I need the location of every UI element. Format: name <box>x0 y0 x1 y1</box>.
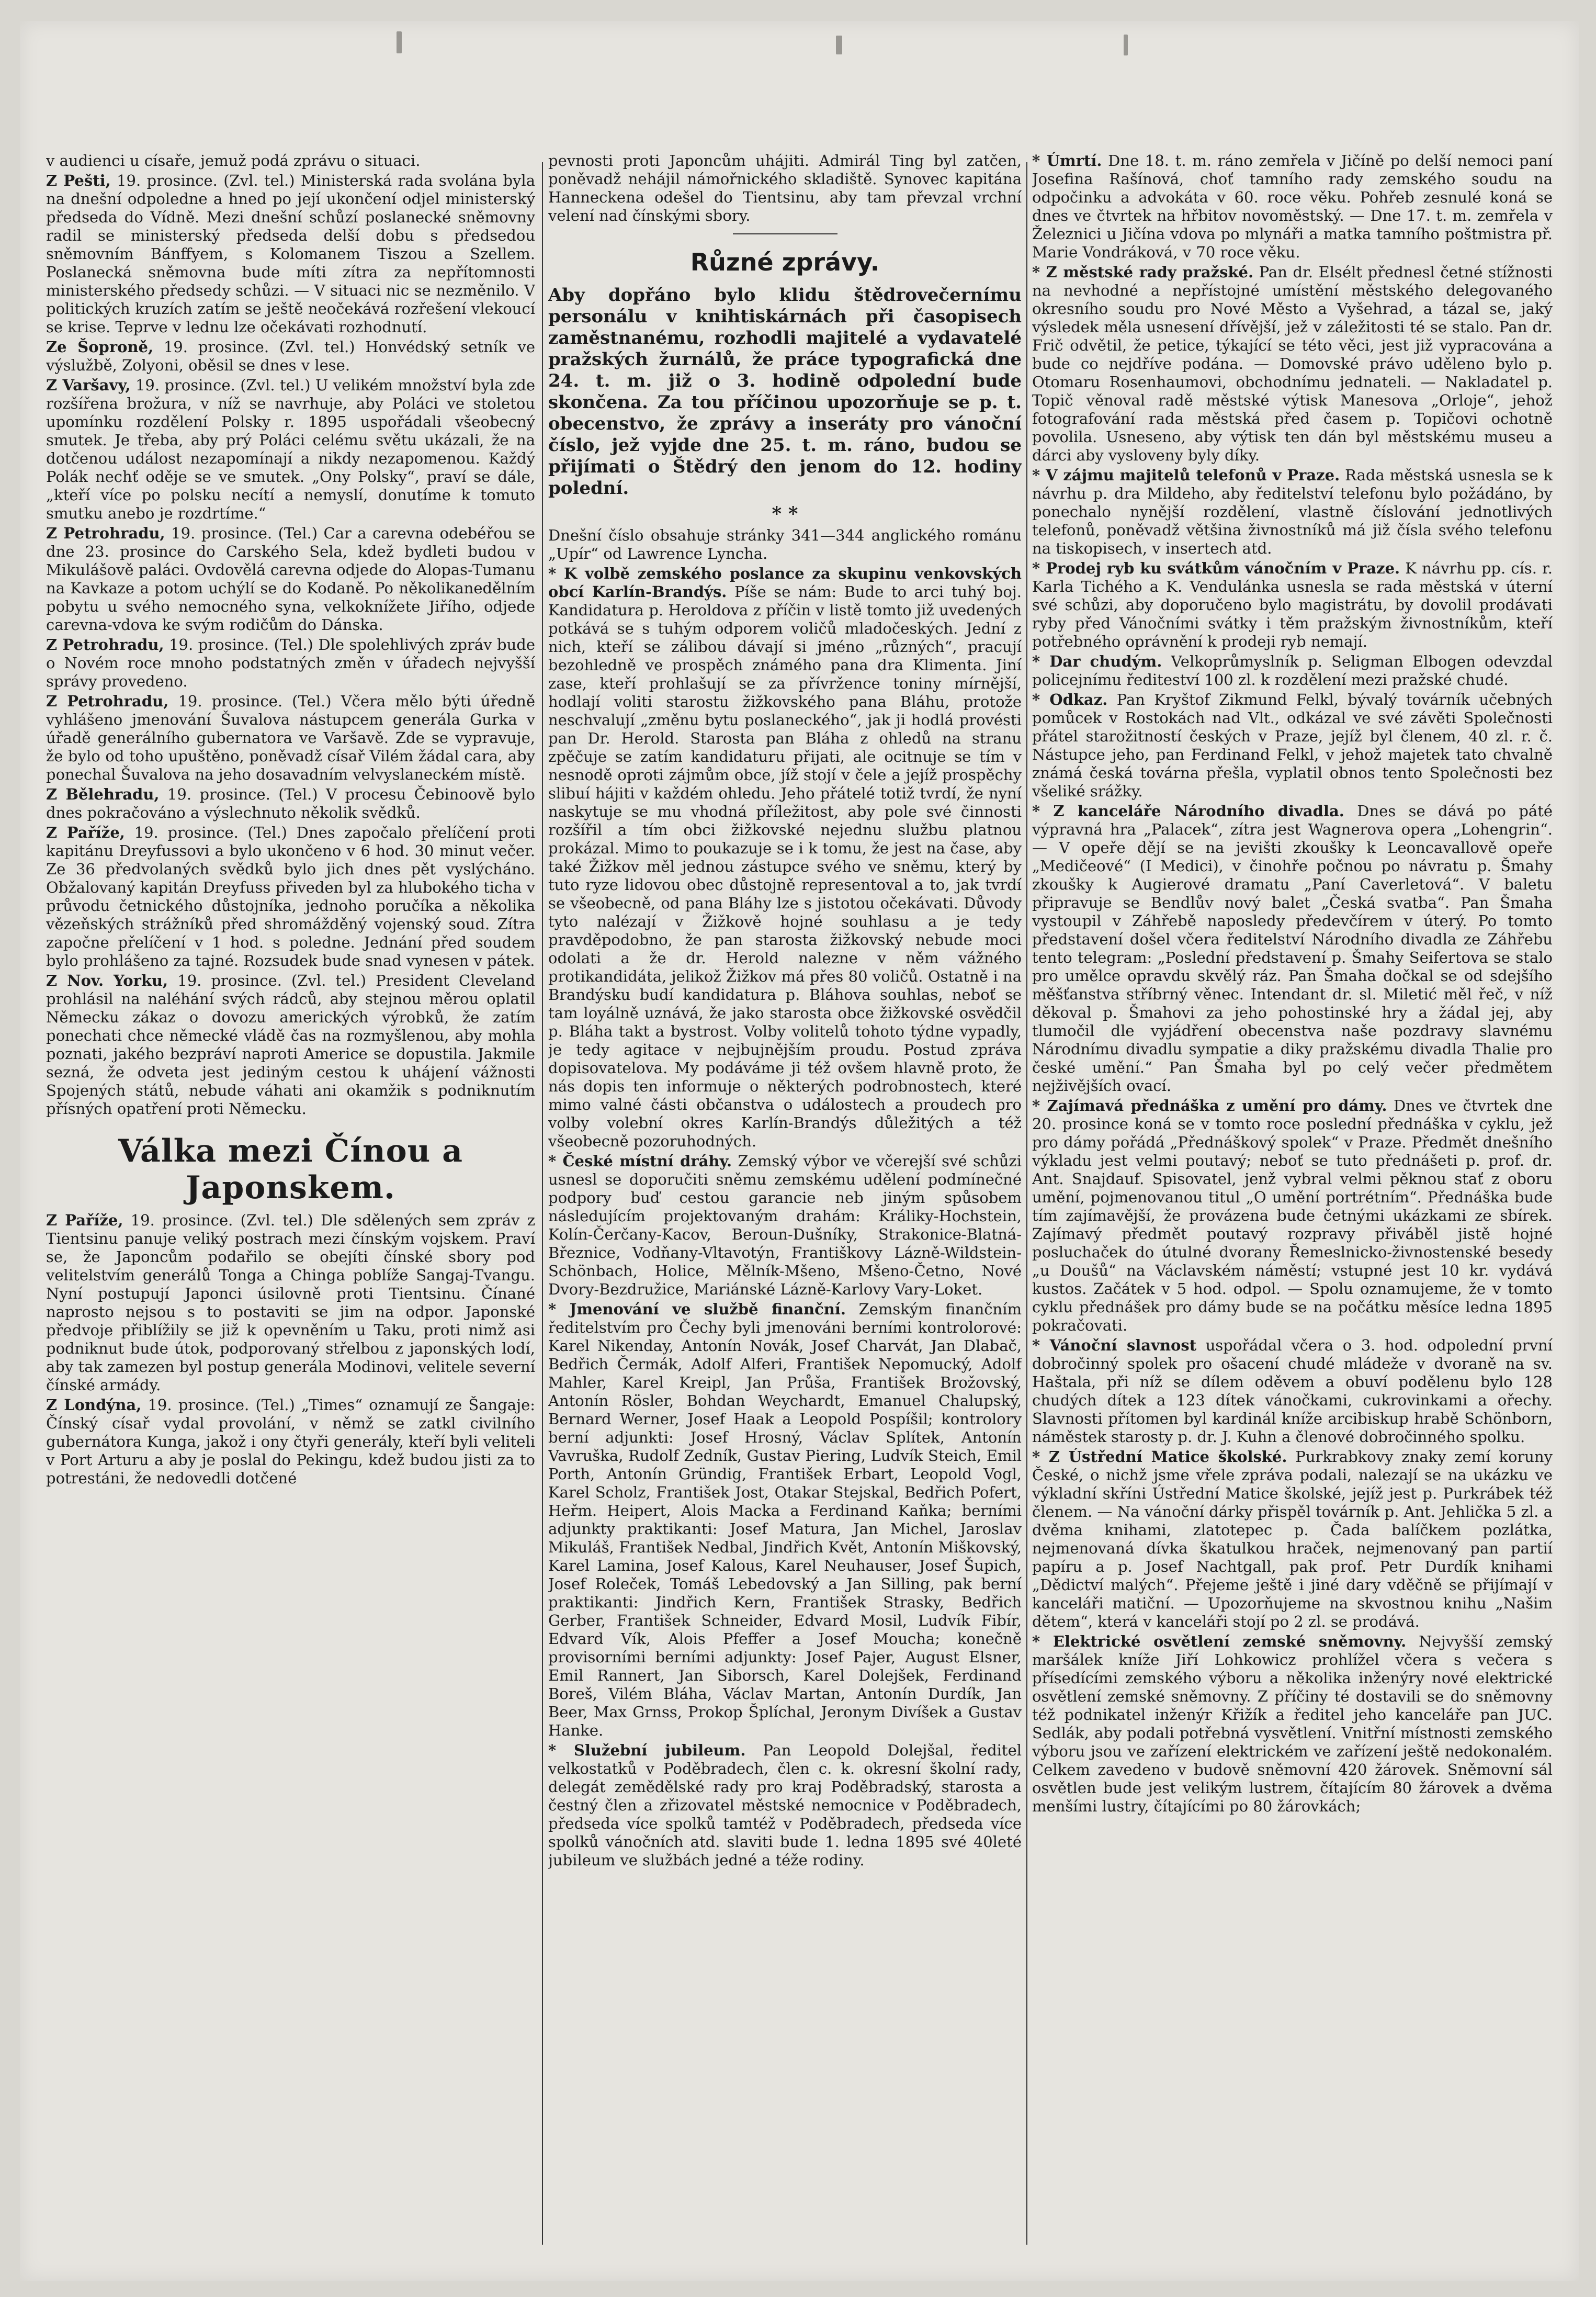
column-2 <box>548 152 1022 2276</box>
column-rule <box>542 162 543 2245</box>
paragraph-text: Dne 18. t. m. ráno zemřela v Jičíně po delší nemoci paní Josefina Rašínová, choť tamního rady zemského soudu na odpočinku a advokáta v 60. roce věku. Pohřeb zesnulé koná se dnes ve čtvrtek na hřbitov novoměstský. — Dne 17. t. m. zemřela v Železnici u Jičína vdova po mlynáři a matka tamního poštmistra př. Marie Vondráková, v 70 roce věku. <box>1032 152 1553 261</box>
paragraph-text: 19. prosince. (Zvl. tel.) U velikém množství byla zde rozšířena brožura, v níž se navrhuje, aby Poláci ve stoletou upomínku rozdělení Polsky r. 1895 uspořádali všeobecný smutek. Je třeba, aby prý Poláci celému světu ukázali, že na dotčenou událost nezapomínají a nikdy nezapomenou. Každý Polák nechť oděje se ve smutek. „Ony Polsky“, praví se dále, „kteří více po polsku necítí a nemyslí, donutíme k tomuto smutku anebo je rozdrtíme.“ <box>46 376 535 522</box>
paragraph-lead: * Úmrtí. <box>1032 152 1102 170</box>
paragraph-lead: Z Petrohradu, <box>46 692 169 710</box>
news-paragraph <box>1032 1336 1553 1446</box>
paragraph-lead: * Dar chudým. <box>1032 652 1162 670</box>
paragraph-lead: Z Bělehradu, <box>46 785 160 803</box>
news-paragraph <box>1032 1632 1553 1816</box>
paragraph-lead: * Z městské rady pražské. <box>1032 263 1254 281</box>
paragraph-lead: Z Paříže, <box>46 824 125 841</box>
news-paragraph <box>46 785 535 822</box>
paragraph-text: Dnes ve čtvrtek dne 20. prosince koná se v tomto roce poslední přednáška v cyklu, jež pro dámy pořádá „Přednáškový spolek“ v Praze. Předmět dnešního výkladu jest velmi poutavý; neboť se tuto přednášeti p. prof. dr. Ant. Snajdauf. Spisovatel, jenž vybral velmi pěknou stať z oboru umění, pojmenovanou titul „O umění portrétním“. Přednáška bude tím zajímavější, že provázena bude četnými ukázkami ze sbírek. Zajímavý předmět poutavý rozpravy přiváběl jistě hojné posluchaček do útulné dvorany Řemeslnicko-živnostenské besedy „u Doušů“ na Václavském náměstí; vstupné jest 10 kr. vydává kustos. Začátek v 5 hod. odpol. — Spolu oznamujeme, že v tomto cyklu přednášek pro dámy bude se na počátku měsíce ledna 1895 pokračovati. <box>1032 1097 1553 1334</box>
paragraph-lead: * České místní dráhy. <box>548 1152 732 1170</box>
news-paragraph <box>46 524 535 634</box>
news-paragraph <box>548 1741 1022 1870</box>
paragraph-text: Dnes se dává po páté výpravná hra „Palacek“, zítra jest Wagnerova opera „Lohengrin“. — V opeře dějí se na jevišti zkoušky k Leoncavallově opeře „Medičeové“ (I Medici), v činohře počnou po návratu p. Šmahy zkoušky k Augierové dramatu „Paní Caverletová“. V baletu připravuje se Bendlův nový balet „Česká svatba“. Pan Šmaha vystoupil v Záhřebě naposledy předevčírem v úterý. Po tomto představení došel včera ředitelství Národního divadla ze Záhřebu tento telegram: „Poslední představení p. Šmahy Seifertova se stalo pro umělce opravdu skvělý ráz. Pan Šmaha dočkal se od sdejšího měšťanstva stříbrný věnec. Intendant dr. sl. Miletić měl řeč, v níž děkoval p. Šmahovi za jeho pohostinské hry a žádal jej, aby tlumočil dle vyjádření obecenstva naše pozdravy slavnému Národnímu divadlu sympatie a diky pražskému divadla Thalie pro české umění.“ Pan Šmaha byl po celý večer předmětem nejživějších ovací. <box>1032 802 1553 1095</box>
paragraph-text: 19. prosince. (Tel.) Car a carevna odebéřou se dne 23. prosince do Carského Sela, kdež bydleti budou v Mikulášově paláci. Ovdovělá carevna odjede do Alopas-Tumanu na Kavkaze a potom uchýlí se do Kodaně. Po několikanedělním pobytu u svého nemocného syna, velkoknížete Jiřího, odjede carevna-vdova ke svým rodičům do Dánska. <box>46 524 535 634</box>
news-paragraph <box>1032 152 1553 262</box>
printing-notice: Aby dopřáno bylo klidu štědrovečernímu personálu v knihtiskárnách při časopisech zaměstnanému, rozhodli majitelé a vydavatelé pražských žurnálů, že práce typografická dne 24. t. m. již o 3. hodině odpolední bude skončena. Za tou příčinou upozorňuje se p. t. obecenstvo, že zprávy a inseráty pro vánoční číslo, jež vyjde dne 25. t. m. ráno, budou se přijímati o Štědrý den jenom do 12. hodiny polední. <box>548 285 1022 499</box>
news-paragraph <box>548 152 1022 225</box>
paragraph-text: 19. prosince. (Zvl. tel.) Honvédský setník ve výslužbě, Zolyoni, oběsil se dnes v lese. <box>46 338 535 374</box>
paragraph-text: K návrhu pp. cís. r. Karla Tichého a K. Vendulánka usnesla se rada městská v úterní své schůzi, aby doporučeno bylo magistrátu, by dovolil prodávati ryby před Vánočními svátky i těm pražským živnostníkům, kteří potřebného oprávnění k prodeji ryb nemají. <box>1032 559 1553 650</box>
section-divider <box>733 233 837 234</box>
news-paragraph <box>46 338 535 375</box>
paragraph-text: 19. prosince. (Tel.) „Times“ oznamují ze Šangaje: Čínský císař vydal provolání, v němž se zatkl civilního gubernátora Kunga, jakož i ony čtyři generály, kteří byli veliteli v Port Arturu a aby je poslal do Pekingu, kdež budou jisti za to potrestáni, že nedovedli dotčené <box>46 1396 535 1487</box>
news-paragraph <box>548 526 1022 563</box>
paragraph-text: Nejvyšší zemský maršálek kníže Jiří Lohkowicz prohlížel včera s večera s přísedícími zemského výboru a několika inženýry nové elektrické osvětlení zemské sněmovny. Z příčiny té dostavili se do sněmovny též podnikatel inženýr Křižík a ředitel jeho kanceláře pan JUC. Sedlák, aby podali potřebná vysvětlení. Vnitřní místnosti zemského výboru jsou ve zařízení elektrickém ve zařízení ještě nedokonalém. Celkem zavedeno v budově sněmovní 420 žárovek. Sněmovní sál osvětlen bude jest velikým lustrem, čítajícím 80 žárovek a dvěma menšími lustry, čítajícími po 80 žárovkách; <box>1032 1632 1553 1815</box>
column-1 <box>46 152 535 2276</box>
paragraph-lead: Z Pešti, <box>46 172 111 189</box>
paragraph-lead: Z Petrohradu, <box>46 636 164 654</box>
column-rule <box>1026 162 1027 2245</box>
asterism: * * <box>772 503 798 525</box>
newspaper-page <box>20 21 1579 2281</box>
news-paragraph <box>46 1211 535 1394</box>
news-paragraph <box>46 636 535 691</box>
news-paragraph <box>46 1396 535 1488</box>
paragraph-lead: * Elektrické osvětlení zemské sněmovny. <box>1032 1632 1407 1650</box>
paragraph-lead: * Jmenování ve službě finanční. <box>548 1300 846 1318</box>
paragraph-text: Pan dr. Elsélt přednesl četné stížnosti na nevhodné a nepřístojné umístění městského delegovaného okresního soudu pro Nové Město a Vyšehrad, a tázal se, jaký výsledek měla usnesení dřívější, jež v záležitosti té se stalo. Pan dr. Frič odvětil, že petice, týkající se této věci, jest již vypracována a bude co nejdříve podána. — Domovské právo uděleno bylo p. Otomaru Rosenhaumovi, obchodnímu jednateli. — Nakladatel p. Topič věnoval radě městské výtisk Manesova „Orloje“, jehož fotografování rada městská před časem p. Topičovi ochotně povolila. Usneseno, aby výtisk ten dán byl městskému museu a dárci aby vysloveny byly díky. <box>1032 263 1553 464</box>
paragraph-text: Rada městská usnesla se k návrhu p. dra Mildeho, aby ředitelství telefonu bylo požádáno, by ponechalo nynější rozdělení, vlastně číslování jednotlivých telefonů, poněvadž většina živnostníků má již čísla svého telefonu na tiskopisech, v insertech atd. <box>1032 466 1553 557</box>
paragraph-text: 19. prosince. (Zvl. tel.) President Cleveland prohlásil na naléhání svých rádců, aby stejnou měrou oplatil Německu zákaz o dovozu amerických výrobků, že zatím ponechati chce německé vládě čas na rozmyšlenou, aby mohla poznati, jakého bezpráví naproti Americe se dopustila. Jakmile sezná, že odveta jest jediným cestou k uhájení vážnosti Spojených států, nebude váhati ani okamžik s podniknutím přísných opatření proti Německu. <box>46 972 535 1118</box>
paragraph-lead: * V zájmu majitelů telefonů v Praze. <box>1032 466 1340 484</box>
paragraph-lead: Z Varšavy, <box>46 376 131 394</box>
news-paragraph <box>46 172 535 336</box>
news-paragraph <box>548 1300 1022 1740</box>
paragraph-lead: * Zajímavá přednáška z umění pro dámy. <box>1032 1097 1387 1114</box>
news-paragraph <box>46 152 535 170</box>
news-paragraph <box>1032 466 1553 558</box>
paragraph-text: Zemský výbor ve včerejší své schůzi usnesl se doporučiti sněmu zemskému udělení podmínečné podpory buď cestou garancie neb jiným spůsobem následujícím projektovaným drahám: Králiky-Hochstein, Kolín-Čerčany-Kacov, Beroun-Dušníky, Strakonice-Blatná-Březnice, Vodňany-Vltavotýn, Františkovy Lázně-Wildstein-Schönbach, Holice, Mělník-Mšeno, Mšeno-Četno, Nové Dvory-Bezdružice, Mariánské Lázně-Karlovy Vary-Loket. <box>548 1152 1022 1298</box>
column-3 <box>1032 152 1553 2276</box>
paragraph-lead: * Prodej ryb ku svátkům vánočním v Praze. <box>1032 559 1400 577</box>
paragraph-text: 19. prosince. (Tel.) V procesu Čebinoově bylo dnes pokračováno a výslechnuto několik svědků. <box>46 785 535 821</box>
news-paragraph <box>1032 802 1553 1095</box>
paragraph-lead: Z Paříže, <box>46 1211 123 1229</box>
news-paragraph <box>548 565 1022 1151</box>
news-paragraph <box>1032 691 1553 801</box>
paragraph-text: 19. prosince. (Tel.) Dle spolehlivých zpráv bude o Novém roce mnoho podstatných změn v úřadech nejvyšší správy provedeno. <box>46 636 535 690</box>
paragraph-lead: * K volbě zemského poslance za skupinu venkovských obcí Karlín-Brandýs. <box>548 565 1022 601</box>
paragraph-text: 19. prosince. (Tel.) Včera mělo býti úředně vyhlášeno jmenování Šuvalova nástupcem generála Gurka v úřadě generálního gubernatora ve Varšavě. Zde se vypravuje, že bylo od toho upuštěno, poněvadž císař Vilém žádal cara, aby ponechal Šuvalova na jeho dosavadním velvyslaneckém místě. <box>46 692 535 783</box>
news-paragraph <box>1032 1097 1553 1335</box>
paragraph-lead: * Služební jubileum. <box>548 1741 746 1759</box>
paragraph-text: Pan Kryštof Zikmund Felkl, bývalý továrník učebných pomůcek v Rostokách nad Vlt., odkázal ve své závěti Společnosti přátel starožitností českých v Praze, jejíž byl členem, 40 zl. r. č. Nástupce jeho, pan Ferdinand Felkl, v jehož majetek tato chvalně známá česká továrna přešla, vyplatil obnos tento Společnosti bez všeliké srážky. <box>1032 691 1553 800</box>
paragraph-lead: Z Londýna, <box>46 1396 142 1414</box>
paragraph-text: pevnosti proti Japoncům uhájiti. Admirál Ting byl zatčen, poněvadž nehájil námořnického skladiště. Synovec kapitána Hanneckena odešel do Tientsinu, aby tam převzal vrchní velení nad čínskými sbory. <box>548 152 1022 224</box>
news-paragraph <box>1032 559 1553 651</box>
section-title: Válka mezi Čínou a Japonskem. <box>118 1133 463 1206</box>
paragraph-lead: * Z Ústřední Matice školské. <box>1032 1448 1287 1466</box>
news-paragraph <box>1032 263 1553 465</box>
paragraph-text: 19. prosince. (Zvl. tel.) Ministerská rada svolána byla na dnešní odpoledne a hned po její ukončení odjel ministerský předseda do Vídně. Mezi dnešní schůzí poslanecké sněmovny radil se ministerský předseda delší dobu s předsedou sněmovním Bánffyem, s Kolomanem Tiszou a Szellem. Poslanecká sněmovna bude míti zítra za nepřítomnosti ministerského předsedy schůzi. — V situaci nic se nezměnilo. V politických kruzích zatím se ještě neočekává rozřešení vlekoucí se krise. Teprve v lednu lze očekávati rozhodnutí. <box>46 172 535 336</box>
paragraph-lead: * Vánoční slavnost <box>1032 1336 1197 1354</box>
paragraph-text: 19. prosince. (Zvl. tel.) Dle sdělených sem zpráv z Tientsinu panuje veliký postrach mezi čínským vojskem. Praví se, že Japoncům podařilo se obejíti čínské sbory pod velitelstvím generálů Tonga a Chinga poblíže Sangaj-Tvangu. Nyní postupují Japonci úsilovně proti Tientsinu. Čínané naprosto nejsou s to postaviti se jim na odpor. Japonské předvoje přiblížily se již k opevněním u Taku, proti nimž asi podniknut bude útok, podporovaný střelbou z japonských lodí, aby tak zamezen byl postup generála Modinovi, velitele severní čínské armády. <box>46 1211 535 1394</box>
paragraph-text: Zemským finančním ředitelstvím pro Čechy byli jmenováni berními kontrolorové: Karel Nikenday, Antonín Novák, Josef Charvát, Jan Dlabač, Bedřich Čermák, Adolf Alferi, František Nepomucký, Adolf Mahler, Karel Kreipl, Jan Průša, František Brožovský, Antonín Rösler, Bohdan Weychardt, Emanuel Chalupský, Bernard Werner, Josef Haak a Leopold Pospíšil; kontrolory berní adjunkti: Josef Hrosný, Václav Splítek, Antonín Vavruška, Rudolf Zedník, Gustav Piering, Ludvík Steich, Emil Porth, Antonín Gründig, František Erbart, Leopold Vogl, Karel Scholz, František Jost, Otakar Stejskal, Bedřich Pofert, Heřm. Heipert, Alois Macka a Ferdinand Kaňka; berními adjunkty praktikanti: Josef Matura, Jan Michel, Jaroslav Mikuláš, František Nedbal, Jindřich Květ, Antonín Miškovský, Karel Lamina, Josef Kalous, Karel Neuhauser, Josef Šupich, Josef Roleček, Tomáš Lebedovský a Jan Silling, pak berní praktikanti: Jindřich Kern, František Strasky, Bedřich Gerber, František Schneider, Edvard Mosil, Ludvík Fibír, Edvard Vík, Alois Pfeffer a Josef Moucha; konečně provisorními berními adjunkty: Josef Pajer, August Elsner, Emil Rannert, Jan Siborsch, Karel Dolejšek, Ferdinand Boreš, Vilém Bláha, Václav Martan, Antonín Durdík, Jan Beer, Max Grnss, Prokop Šplíchal, Jeronym Divíšek a Gustav Hanke. <box>548 1300 1022 1739</box>
paragraph-text: Purkrabkovy znaky zemí koruny České, o nichž jsme vřele zpráva podali, nalezají se na ukázku ve výkladní skříni Ústřední Matice školské, jejíž jest p. Purkrábek též členem. — Na vánoční dárky přispěl továrník p. Ant. Jehlička 5 zl. a dvěma knihami, zlatotepec p. Čada balíčkem pozlátka, nejmenovaná dívka škatulkou hraček, nejmenovaný pan partií papíru a p. Josef Nachtgall, pak prof. Petr Durdík knihami „Dědictví malých“. Přejeme ještě i jiné dary vděčně se přijímají v kanceláři matiční. — Upozorňujeme na skvostnou knihu „Našim dětem“, která v kanceláři stojí po 2 zl. se prodává. <box>1032 1448 1553 1630</box>
news-paragraph <box>46 972 535 1118</box>
news-paragraph <box>46 692 535 784</box>
news-paragraph <box>1032 652 1553 689</box>
news-paragraph <box>1032 1448 1553 1631</box>
paragraph-lead: * Odkaz. <box>1032 691 1108 708</box>
paragraph-lead: * Z kanceláře Národního divadla. <box>1032 802 1344 820</box>
paragraph-text: Dnešní číslo obsahuje stránky 341—344 anglického románu „Upír“ od Lawrence Lyncha. <box>548 526 1022 562</box>
paragraph-text: v audienci u císaře, jemuž podá zprávu o situaci. <box>46 152 421 170</box>
section-title: Různé zprávy. <box>690 248 880 276</box>
paragraph-text: 19. prosince. (Tel.) Dnes započalo přelíčení proti kapitánu Dreyfussovi a bylo ukončeno v 6 hod. 30 minut večer. Ze 36 předvolaných svědků bylo jich dnes pět vyslýcháno. Obžalovaný kapitán Dreyfuss přiveden byl za hlubokého ticha v průvodu četnického důstojníka, jednoho poručíka a několika vězeňských strážníků před shromážděný vojenský soud. Zítra započne přelíčení v 1 hod. s poledne. Jednání před soudem bylo prohlášeno za tajné. Rozsudek bude snad vynesen v pátek. <box>46 824 535 970</box>
news-paragraph <box>46 376 535 523</box>
paragraph-text: Pan Leopold Dolejšal, ředitel velkostatků v Poděbradech, člen c. k. okresní školní rady, delegát zemědělské rady pro kraj Poděbradský, starosta a čestný člen a zřizovatel městské nemocnice v Poděbradech, předseda více spolků tamtéž v Poděbradech, předseda více spolků vánočních atd. slaviti bude 1. ledna 1895 své 40leté jubileum ve službách jedné a téže rodiny. <box>548 1741 1022 1869</box>
paragraph-lead: Ze Šoproně, <box>46 338 154 356</box>
paragraph-lead: Z Nov. Yorku, <box>46 972 168 989</box>
paragraph-text: uspořádal včera o 3. hod. odpolední první dobročinný spolek pro ošacení chudé mládeže v dvoraně na sv. Haštala, při níž se dílem oděvem a obuví podělenu bylo 128 chudých dítek a 123 dítek vánočkami, cukrovinkami a ořechy. Slavnosti přítomen byl kardinál kníže arcibiskup hrabě Schönborn, náměstek starosty p. dr. J. Kuhn a členové dobročinného spolku. <box>1032 1336 1553 1446</box>
news-paragraph <box>46 824 535 970</box>
paragraph-text: Píše se nám: Bude to arci tuhý boj. Kandidatura p. Heroldova z příčin v listě tomto již uvedených potkává se s tuhým odporem voličů mladočeských. Jední z nich, kteří se zálibou dávají si jméno „různých“, pracují bezohledně ve prospěch známého pana dra Klimenta. Jiní zase, kteří prohlašují se za přívržence toniny mírnější, hodlají voliti starostu žižkovského pana Bláhu, protože neschvalují „změnu bytu poslaneckého“, jak ji hodlá provésti pan Dr. Herold. Starosta pan Bláha z ohledů na stranu zpěčuje se zatím kandidaturu přijati, ale ocitnuje se tím v nesnodě oproti zájmům obce, jíž stojí v čele a jejíž prospěchy slibuí hájiti v každém ohledu. Jeho přátelé totiž tvrdí, že nyní naskytuje se mu vhodná příležitost, aby pole své činnosti rozšířil a tím obci žižkovské nejednu službu platnou prokázal. Mimo to poukazuje se i k tomu, že jest na čase, aby také Žižkov měl jednou zástupce svého ve sněmu, který by tuto ryze lidovou obec důstojně representoval a to, jak tvrdí se všeobecně, od pana Bláhy lze s jistotou očekávati. Důvody tyto nalézají v Žižkově hojné souhlasu a je tedy pravděpodobno, že pan starosta žižkovský nebude moci odolati a že dr. Herold nalezne v něm vážného protikandidáta, jelikož Žižkov má přes 80 voličů. Ostatně i na Brandýsku budí kandidatura p. Bláhova souhlas, neboť se tam loyálně uznává, že jako starosta obce žižkovské osvědčil p. Bláha takt a bystrost. Volby volitelů tohoto týdne vypadly, je tedy agitace v nejbujnějším proudu. Postud zpráva dopisovatelova. My podáváme ji též ovšem hlavně proto, že nás dopis ten informuje o některých podrobnostech, které mimo valné části občanstva o událostech a proudech pro volby volební okres Karlín-Brandýs důležitých a též všeobecně pozoruhodných. <box>548 583 1022 1150</box>
news-paragraph <box>548 1152 1022 1299</box>
paragraph-text: Velkoprůmyslník p. Seligman Elbogen odevzdal policejnímu řediteství 100 zl. k rozdělení mezi pražské chudé. <box>1032 652 1553 689</box>
paragraph-lead: Z Petrohradu, <box>46 524 165 542</box>
